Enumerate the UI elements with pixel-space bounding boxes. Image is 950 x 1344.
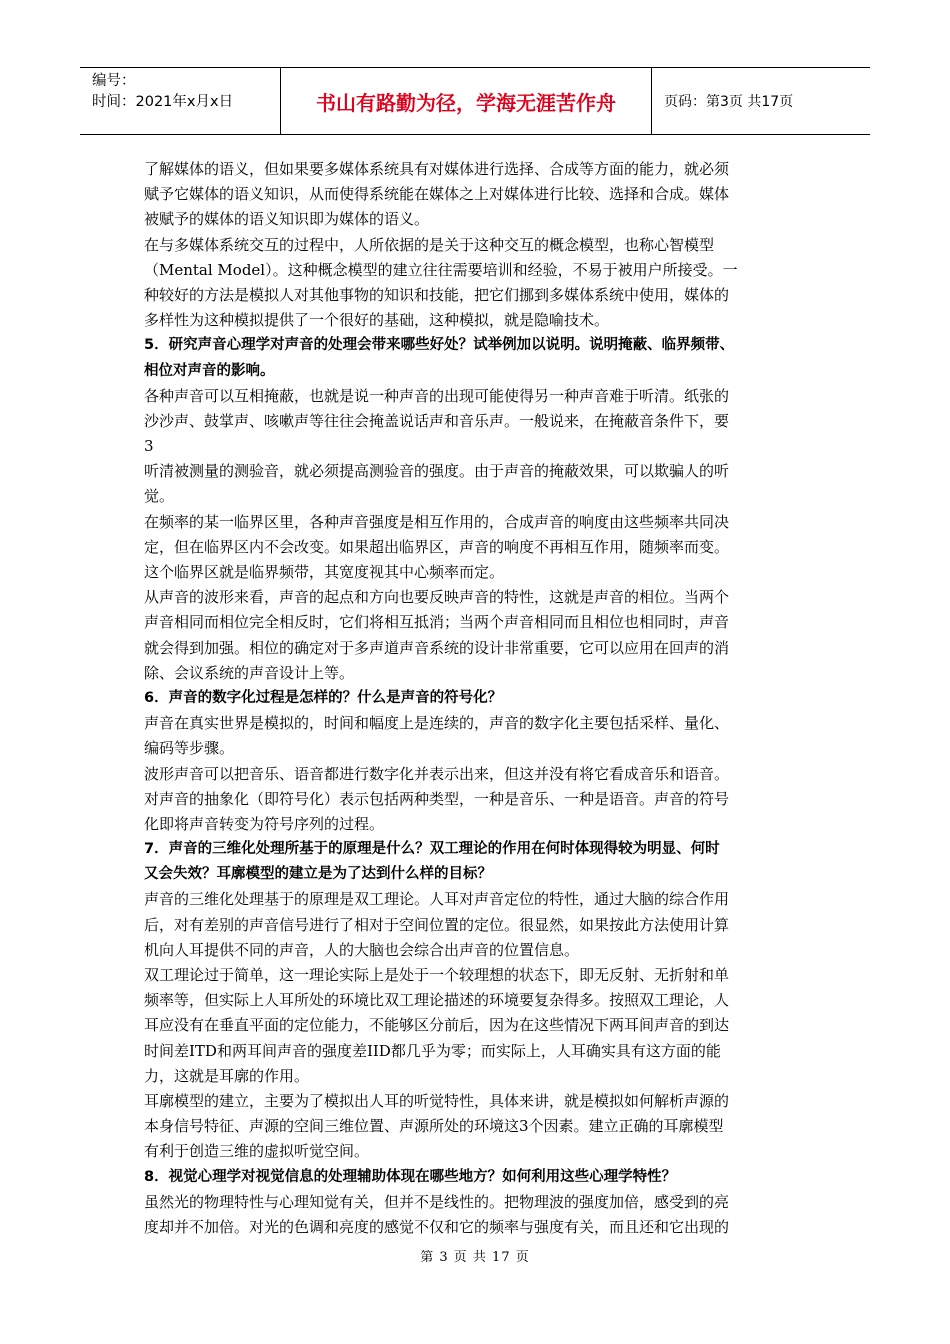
text-line: 频率等，但实际上人耳所处的环境比双工理论描述的环境要复杂得多。按照双工理论，人	[144, 991, 730, 1010]
text-line: 多样性为这种模拟提供了一个很好的基础，这种模拟，就是隐喻技术。	[144, 311, 610, 330]
text-line: 被赋予的媒体的语义知识即为媒体的语义。	[144, 210, 430, 229]
text-line: 有利于创造三维的虚拟听觉空间。	[144, 1142, 370, 1161]
text-line: 力，这就是耳廓的作用。	[144, 1066, 310, 1085]
page-header	[80, 67, 870, 135]
text-line: 沙沙声、鼓掌声、咳嗽声等往往会掩盖说话声和音乐声。一般说来，在掩蔽音条件下，要	[144, 411, 730, 430]
text-line: （Mental Model）。这种概念模型的建立往往需要培训和经验，不易于被用户所接受。一	[144, 260, 738, 279]
text-line: 定，但在临界区内不会改变。如果超出临界区，声音的响度不再相互作用，随频率而变。	[144, 537, 730, 556]
text-line: 除、会议系统的声音设计上等。	[144, 663, 355, 682]
document-body	[144, 157, 810, 1240]
text-line: 编码等步骤。	[144, 739, 235, 758]
question-heading-line: 5．研究声音心理学对声音的处理会带来哪些好处？试举例加以说明。说明掩蔽、临界频带、	[144, 337, 735, 354]
text-line: 种较好的方法是模拟人对其他事物的知识和技能，把它们挪到多媒体系统中使用，媒体的	[144, 285, 730, 304]
document-number-label: 编号：	[92, 73, 136, 89]
question-heading-line: 又会失效？耳廓模型的建立是为了达到什么样的目标？	[144, 866, 492, 883]
question-heading-line: 7．声音的三维化处理所基于的原理是什么？双工理论的作用在何时体现得较为明显、何时	[144, 841, 720, 858]
text-line: 各种声音可以互相掩蔽，也就是说一种声音的出现可能使得另一种声音难于听清。纸张的	[144, 386, 730, 405]
text-line: 机向人耳提供不同的声音，人的大脑也会综合出声音的位置信息。	[144, 940, 580, 959]
text-line: 声音的三维化处理基于的原理是双工理论。人耳对声音定位的特性，通过大脑的综合作用	[144, 890, 730, 909]
text-line: 耳廓模型的建立，主要为了模拟出人耳的听觉特性，具体来讲，就是模拟如何解析声源的	[144, 1091, 730, 1110]
text-line: 从声音的波形来看，声音的起点和方向也要反映声音的特性，这就是声音的相位。当两个	[144, 588, 730, 607]
page-footer: 第 3 页 共 17 页	[420, 1250, 530, 1265]
text-line: 后，对有差别的声音信号进行了相对于空间位置的定位。很显然，如果按此方法使用计算	[144, 915, 730, 934]
text-line: 这个临界区就是临界频带，其宽度视其中心频率而定。	[144, 563, 505, 581]
text-line: 虽然光的物理特性与心理知觉有关，但并不是线性的。把物理波的强度加倍，感受到的亮	[144, 1192, 730, 1211]
question-heading-line: 相位对声音的影响。	[144, 362, 275, 379]
text-line: 在与多媒体系统交互的过程中，人所依据的是关于这种交互的概念模型，也称心智模型	[144, 235, 715, 254]
text-line: 了解媒体的语义，但如果要多媒体系统具有对媒体进行选择、合成等方面的能力，就必须	[144, 160, 730, 178]
text-line: 就会得到加强。相位的确定对于多声道声音系统的设计非常重要，它可以应用在回声的消	[144, 638, 730, 657]
header-meta	[80, 68, 281, 134]
text-line: 觉。	[144, 487, 175, 506]
document-date: 时间：2021年x月x日	[92, 94, 234, 110]
text-line: 双工理论过于简单，这一理论实际上是处于一个较理想的状态下，即无反射、无折射和单	[144, 966, 730, 984]
text-line: 3	[144, 437, 154, 456]
text-line: 耳应没有在垂直平面的定位能力，不能够区分前后，因为在这些情况下两耳间声音的到达	[144, 1016, 730, 1035]
question-heading-line: 8．视觉心理学对视觉信息的处理辅助体现在哪些地方？如何利用这些心理学特性？	[144, 1168, 677, 1185]
text-line: 化即将声音转变为符号序列的过程。	[144, 814, 385, 833]
text-line: 声音在真实世界是模拟的，时间和幅度上是连续的，声音的数字化主要包括采样、量化、	[144, 714, 730, 733]
text-line: 时间差ITD和两耳间声音的强度差IID都几乎为零；而实际上，人耳确实具有这方面的能	[144, 1041, 721, 1060]
header-motto: 书山有路勤为径，学海无涯苦作舟	[281, 68, 652, 134]
text-line: 声音相同而相位完全相反时，它们将相互抵消；当两个声音相同而且相位也相同时，声音	[144, 613, 730, 632]
text-line: 在频率的某一临界区里，各种声音强度是相互作用的，合成声音的响度由这些频率共同决	[144, 512, 730, 531]
text-line: 本身信号特征、声源的空间三维位置、声源所处的环境这3个因素。建立正确的耳廓模型	[144, 1117, 724, 1136]
text-line: 赋予它媒体的语义知识，从而使得系统能在媒体之上对媒体进行比较、选择和合成。媒体	[144, 185, 730, 204]
text-line: 波形声音可以把音乐、语音都进行数字化并表示出来，但这并没有将它看成音乐和语音。	[144, 764, 730, 783]
header-page-info: 页码：第3页 共17页	[664, 94, 794, 110]
text-line: 对声音的抽象化（即符号化）表示包括两种类型，一种是音乐、一种是语音。声音的符号	[144, 789, 730, 808]
text-line: 听清被测量的测验音，就必须提高测验音的强度。由于声音的掩蔽效果，可以欺骗人的听	[144, 462, 730, 481]
text-line: 度却并不加倍。对光的色调和亮度的感觉不仅和它的频率与强度有关，而且还和它出现的	[144, 1217, 730, 1236]
question-heading-line: 6．声音的数字化过程是怎样的？什么是声音的符号化？	[144, 689, 503, 706]
